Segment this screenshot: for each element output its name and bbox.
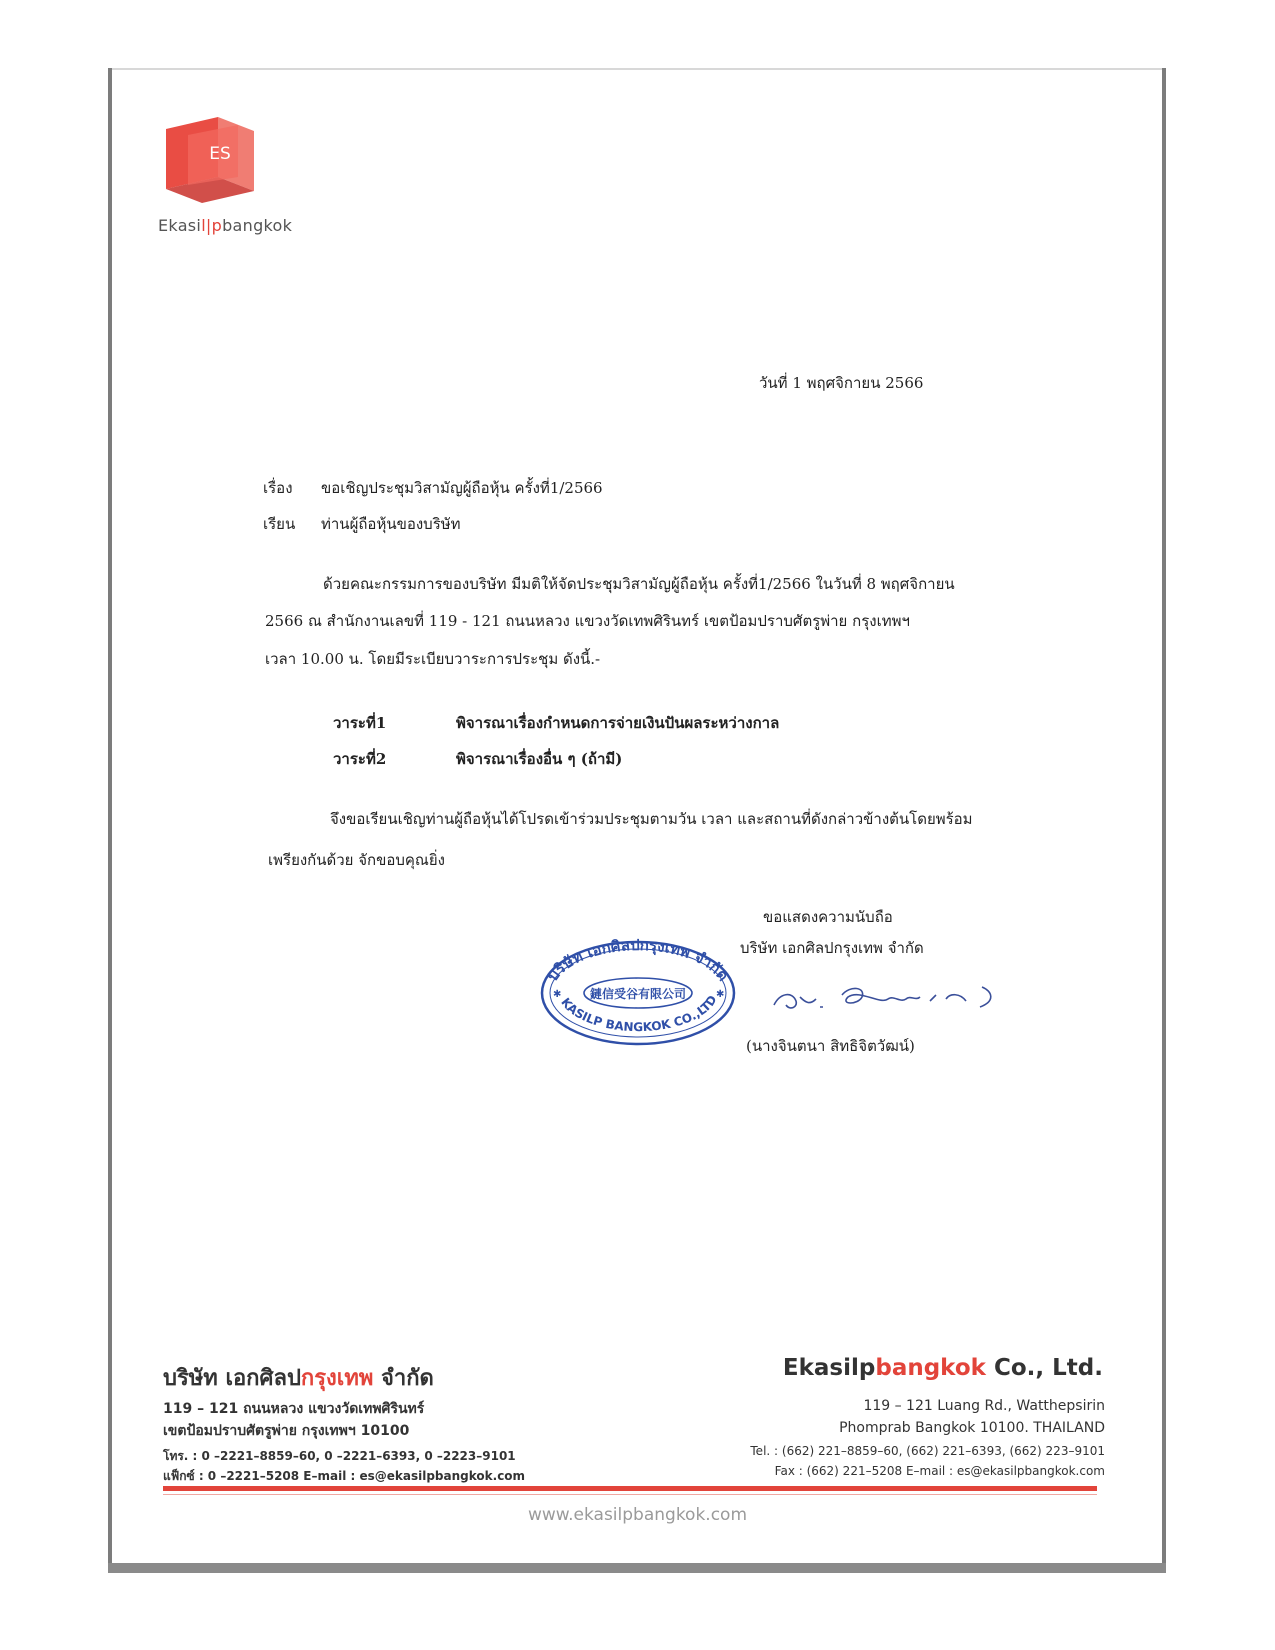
closing-line-1: จึงขอเรียนเชิญท่านผู้ถือหุ้นได้โปรดเข้าร่วมประชุมตามวัน เวลา และสถานที่ดังกล่าวข้างต้นโดยพร้อม bbox=[330, 810, 973, 828]
to-text: ท่านผู้ถือหุ้นของบริษัท bbox=[321, 515, 461, 533]
agenda-2-label: วาระที่2 bbox=[333, 750, 387, 768]
handwritten-signature bbox=[770, 975, 1000, 1029]
footer-english-fax-email: Fax : (662) 221–5208 E–mail : es@ekasilpbangkok.com bbox=[774, 1464, 1105, 1478]
regards-text: ขอแสดงความนับถือ bbox=[763, 908, 893, 926]
footer-website: www.ekasilpbangkok.com bbox=[527, 1505, 748, 1525]
footer-english-address-1: 119 – 121 Luang Rd., Watthepsirin bbox=[863, 1398, 1105, 1414]
closing-line-2: เพรียงกันด้วย จักขอบคุณยิ่ง bbox=[268, 851, 445, 869]
svg-text:✱: ✱ bbox=[716, 989, 725, 1000]
agenda-1-label: วาระที่1 bbox=[333, 714, 387, 732]
footer-english-address-2: Phomprab Bangkok 10100. THAILAND bbox=[839, 1420, 1105, 1436]
body-line-2: 2566 ณ สำนักงานเลขที่ 119 - 121 ถนนหลวง แขวงวัดเทพศิรินทร์ เขตป้อมปราบศัตรูพ่าย กรุงเทพฯ bbox=[265, 612, 910, 630]
letter-date: วันที่ 1 พฤศจิกายน 2566 bbox=[759, 374, 924, 392]
subject-label: เรื่อง bbox=[263, 479, 293, 497]
es-cube-icon bbox=[158, 115, 258, 205]
footer-red-rule-thin bbox=[163, 1494, 1097, 1495]
body-line-3: เวลา 10.00 น. โดยมีระเบียบวาระการประชุม ดังนี้.- bbox=[265, 650, 601, 668]
agenda-1-text: พิจารณาเรื่องกำหนดการจ่ายเงินปันผลระหว่างกาล bbox=[456, 714, 780, 732]
svg-text:EKASILP BANGKOK CO.,LTD.: KASILP BANGKOK CO.,LTD bbox=[558, 992, 720, 1035]
subject-text: ขอเชิญประชุมวิสามัญผู้ถือหุ้น ครั้งที่1/2566 bbox=[321, 479, 603, 497]
footer-thai-address-1: 119 – 121 ถนนหลวง แขวงวัดเทพศิรินทร์ bbox=[163, 1401, 425, 1417]
logo-wordmark: Ekasil|pbangkok bbox=[158, 216, 293, 235]
company-sign-text: บริษัท เอกศิลปกรุงเทพ จำกัด bbox=[740, 939, 924, 957]
company-stamp bbox=[538, 938, 738, 1052]
footer-thai-address-2: เขตป้อมปราบศัตรูพ่าย กรุงเทพฯ 10100 bbox=[163, 1423, 410, 1439]
body-line-1: ด้วยคณะกรรมการของบริษัท มีมติให้จัดประชุมวิสามัญผู้ถือหุ้น ครั้งที่1/2566 ในวันที่ 8 พฤศจิกายน bbox=[323, 575, 955, 593]
footer-english-company-name: Ekasilpbangkok Co., Ltd. bbox=[782, 1355, 1103, 1381]
footer-thai-phone: โทร. : 0 –2221–8859–60, 0 –2221–6393, 0 –2223–9101 bbox=[163, 1449, 516, 1463]
svg-text:ES: ES bbox=[209, 144, 231, 164]
footer-red-rule bbox=[163, 1486, 1097, 1491]
footer-english-phone: Tel. : (662) 221–8859–60, (662) 221–6393, (662) 223–9101 bbox=[750, 1444, 1105, 1458]
agenda-2-text: พิจารณาเรื่องอื่น ๆ (ถ้ามี) bbox=[456, 750, 623, 768]
company-logo bbox=[158, 115, 258, 205]
svg-text:鏈信受谷有限公司: 鏈信受谷有限公司 bbox=[589, 987, 687, 1001]
to-label: เรียน bbox=[263, 515, 296, 533]
svg-text:✱: ✱ bbox=[553, 989, 562, 1000]
signatory-name: (นางจินตนา สิทธิจิตวัฒน์) bbox=[746, 1037, 915, 1055]
footer-thai-fax-email: แฟ็กซ์ : 0 –2221–5208 E–mail : es@ekasilpbangkok.com bbox=[163, 1469, 526, 1483]
footer-thai-company-name: บริษัท เอกศิลปกรุงเทพ จำกัด bbox=[163, 1366, 434, 1391]
svg-text:บริษัท เอกศิลปกรุงเทพ จำกัด: บริษัท เอกศิลปกรุงเทพ จำกัด bbox=[543, 938, 733, 985]
scan-bottom-edge bbox=[108, 1563, 1166, 1573]
